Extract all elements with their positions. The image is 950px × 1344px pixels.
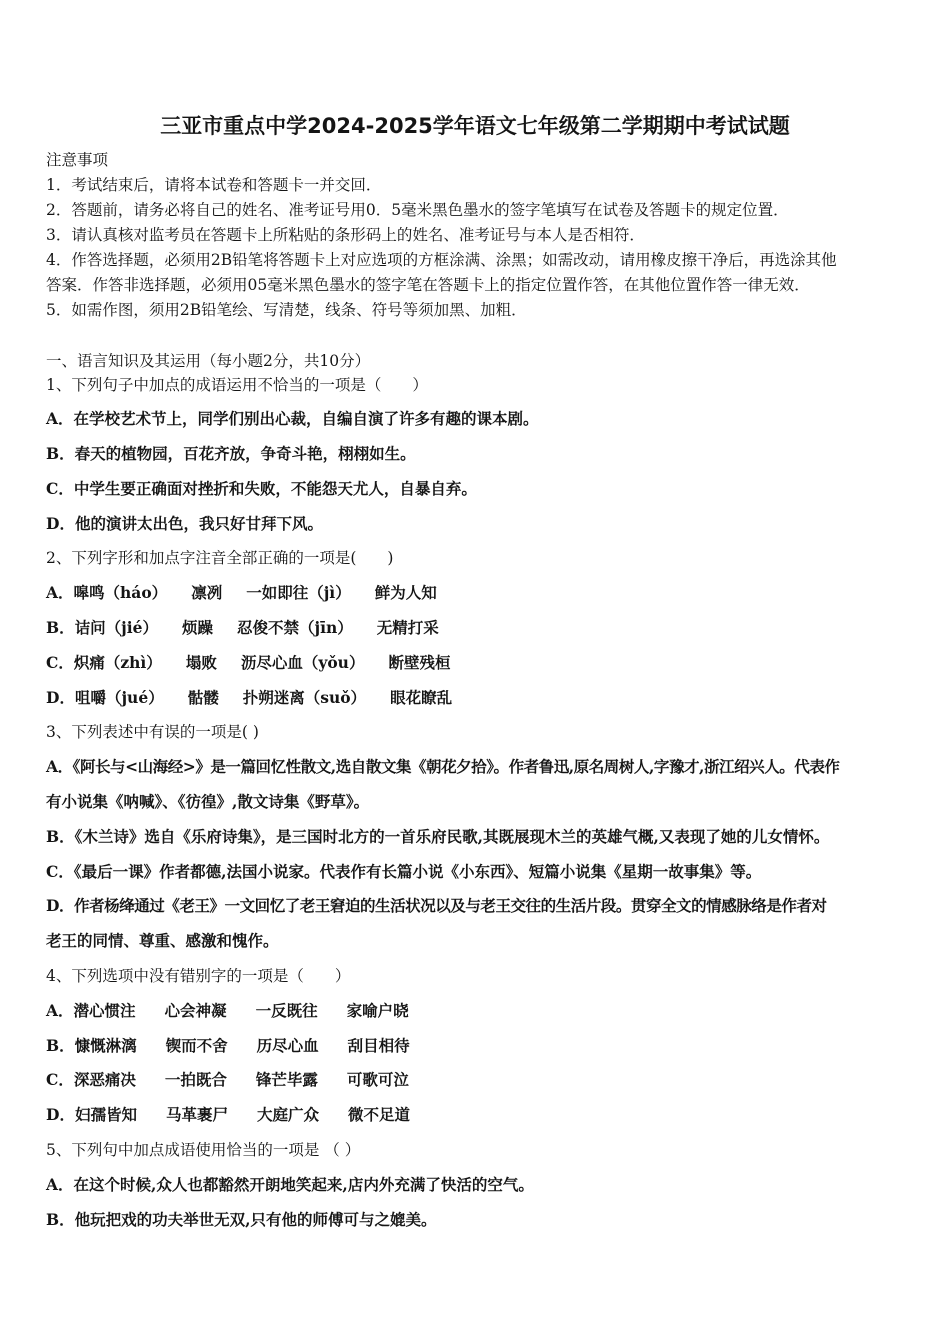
option-item: 炽痛（zhì） (73, 652, 162, 672)
option-item: 沥尽心血（yǒu） (240, 652, 365, 672)
option-label: A． (46, 409, 74, 429)
option-text: 春天的植物园，百花齐放，争奇斗艳，栩栩如生。 (74, 444, 416, 464)
questions-block (46, 368, 904, 1238)
notice-item-2: 2．答题前，请务必将自己的姓名、准考证号用0．5毫米黑色墨水的签字笔填写在试卷及答题卡的规定位置． (46, 201, 789, 219)
option-label: A． (46, 1174, 74, 1194)
question-4-stem: 4、下列选项中没有错别字的一项是（ ） (46, 967, 351, 986)
question-3-option-a (46, 750, 904, 785)
option-item: 眼花瞭乱 (390, 687, 453, 707)
option-label: D． (46, 1105, 75, 1125)
question-3-option-d-continued: 老王的同情、尊重、感激和愧作。 (46, 931, 279, 951)
question-2-option-a (46, 576, 904, 611)
option-label: C． (46, 478, 74, 498)
option-label: C． (46, 861, 74, 881)
question-4-option-d (46, 1098, 904, 1133)
question-5-option-a (46, 1168, 904, 1203)
question-1-stem: 1、下列句子中加点的成语运用不恰当的一项是（ ） (46, 375, 428, 394)
option-label: D． (46, 687, 75, 707)
option-item: 锲而不舍 (165, 1035, 228, 1055)
question-3-option-c (46, 855, 904, 890)
question-1-option-b (46, 437, 904, 472)
option-item: 慷慨淋漓 (74, 1035, 137, 1055)
option-item: 家喻户晓 (346, 1000, 409, 1020)
option-item: 嗥鸣（háo） (73, 583, 168, 603)
question-3-option-a-continued: 有小说集《呐喊》、《彷徨》,散文诗集《野草》。 (46, 792, 370, 812)
question-5-option-b (46, 1203, 904, 1238)
option-label: B． (46, 444, 75, 464)
question-3-stem: 3、下列表述中有误的一项是( ) (46, 723, 259, 742)
question-4-option-c (46, 1063, 904, 1098)
question-2-stem: 2、下列字形和加点字注音全部正确的一项是( ) (46, 549, 394, 568)
question-5-stem: 5、下列句中加点成语使用恰当的一项是 （ ） (46, 1141, 361, 1160)
notice-item-1: 1．考试结束后，请将本试卷和答题卡一并交回． (46, 176, 382, 194)
question-2-option-d (46, 681, 904, 716)
option-item: 咀嚼（jué） (74, 687, 164, 707)
option-label: A． (46, 1000, 74, 1020)
option-item: 断壁残桓 (388, 652, 451, 672)
option-label: D． (46, 896, 75, 916)
question-1-option-a (46, 402, 904, 437)
option-item: 无精打采 (376, 618, 439, 638)
option-item: 凛冽 (191, 583, 223, 603)
notices-heading: 注意事项 (46, 151, 109, 169)
option-item: 妇孺皆知 (74, 1105, 137, 1125)
option-label: A． (46, 757, 73, 777)
question-2-option-c (46, 646, 904, 681)
option-item: 诘问（jié） (74, 618, 158, 638)
notice-item-3: 3．请认真核对监考员在答题卡上所粘贴的条形码上的姓名、准考证号与本人是否相符． (46, 226, 645, 244)
option-text: 《木兰诗》选自《乐府诗集》，是三国时北方的一首乐府民歌,其既展现木兰的英雄气概,又表现了她的儿女情怀。 (74, 826, 830, 846)
option-item: 烦躁 (181, 618, 213, 638)
option-item: 深恶痛决 (73, 1070, 136, 1090)
option-item: 一反既往 (255, 1000, 318, 1020)
option-item: 刮目相待 (347, 1035, 410, 1055)
option-text: 他的演讲太出色，我只好甘拜下风。 (74, 513, 323, 533)
notice-item-4: 4．作答选择题，必须用2B铅笔将答题卡上对应选项的方框涂满、涂黑；如需改动，请用橡皮擦干净后，再选涂其他 (46, 251, 837, 269)
question-2-option-b (46, 611, 904, 646)
notice-item-5: 5．如需作图，须用2B铅笔绘、写清楚，线条、符号等须加黑、加粗． (46, 301, 527, 319)
option-item: 历尽心血 (256, 1035, 319, 1055)
option-item: 心会神凝 (164, 1000, 227, 1020)
question-4-option-b (46, 1029, 904, 1064)
option-label: B． (46, 1035, 75, 1055)
option-text: 《最后一课》作者都德,法国小说家。代表作有长篇小说《小东西》、短篇小说集《星期一故事集》等。 (73, 861, 762, 881)
notice-item-4-continued: 答案．作答非选择题，必须用05毫米黑色墨水的签字笔在答题卡上的指定位置作答，在其他位置作答一律无效． (46, 276, 810, 294)
section-heading: 一、语言知识及其运用（每小题2分，共10分） (46, 351, 371, 370)
question-3-option-b (46, 820, 904, 855)
option-label: B． (46, 618, 75, 638)
option-label: C． (46, 1070, 74, 1090)
option-label: D． (46, 513, 75, 533)
option-item: 鲜为人知 (374, 583, 437, 603)
question-4-option-a (46, 994, 904, 1029)
option-item: 潜心惯注 (73, 1000, 136, 1020)
option-item: 一如即往（jì） (246, 583, 351, 603)
option-label: B． (46, 1209, 75, 1229)
option-item: 扑朔迷离（suǒ） (242, 687, 367, 707)
question-1-option-c (46, 472, 904, 507)
option-item: 骷髅 (187, 687, 219, 707)
option-item: 忍俊不禁（jīn） (236, 618, 353, 638)
notices-block (46, 148, 904, 323)
option-item: 马革裹尸 (165, 1105, 228, 1125)
option-text: 在这个时候,众人也都豁然开朗地笑起来,店内外充满了快活的空气。 (73, 1174, 534, 1194)
option-item: 大庭广众 (256, 1105, 319, 1125)
exam-title: 三亚市重点中学2024-2025学年语文七年级第二学期期中考试试题 (160, 114, 790, 138)
option-text: 《阿长与<山海经>》是一篇回忆性散文,选自散文集《朝花夕拾》。作者鲁迅,原名周树人,字豫才,浙江绍兴人。代表作 (72, 757, 840, 777)
option-text: 中学生要正确面对挫折和失败，不能怨天尤人，自暴自弃。 (73, 478, 477, 498)
option-item: 可歌可泣 (346, 1070, 409, 1090)
option-label: A． (46, 583, 74, 603)
question-1-option-d (46, 507, 904, 542)
option-item: 塌败 (185, 652, 217, 672)
option-item: 微不足道 (348, 1105, 411, 1125)
page-content (46, 0, 904, 1237)
option-text: 在学校艺术节上，同学们别出心裁，自编自演了许多有趣的课本剧。 (73, 409, 539, 429)
option-label: B． (46, 826, 75, 846)
option-item: 锋芒毕露 (255, 1070, 318, 1090)
option-item: 一拍既合 (164, 1070, 227, 1090)
option-label: C． (46, 652, 74, 672)
option-text: 他玩把戏的功夫举世无双,只有他的师傅可与之媲美。 (74, 1209, 437, 1229)
option-text: 作者杨绛通过《老王》一文回忆了老王窘迫的生活状况以及与老王交往的生活片段。贯穿全文的情感脉络是作者对 (74, 896, 827, 916)
question-3-option-d (46, 889, 904, 924)
